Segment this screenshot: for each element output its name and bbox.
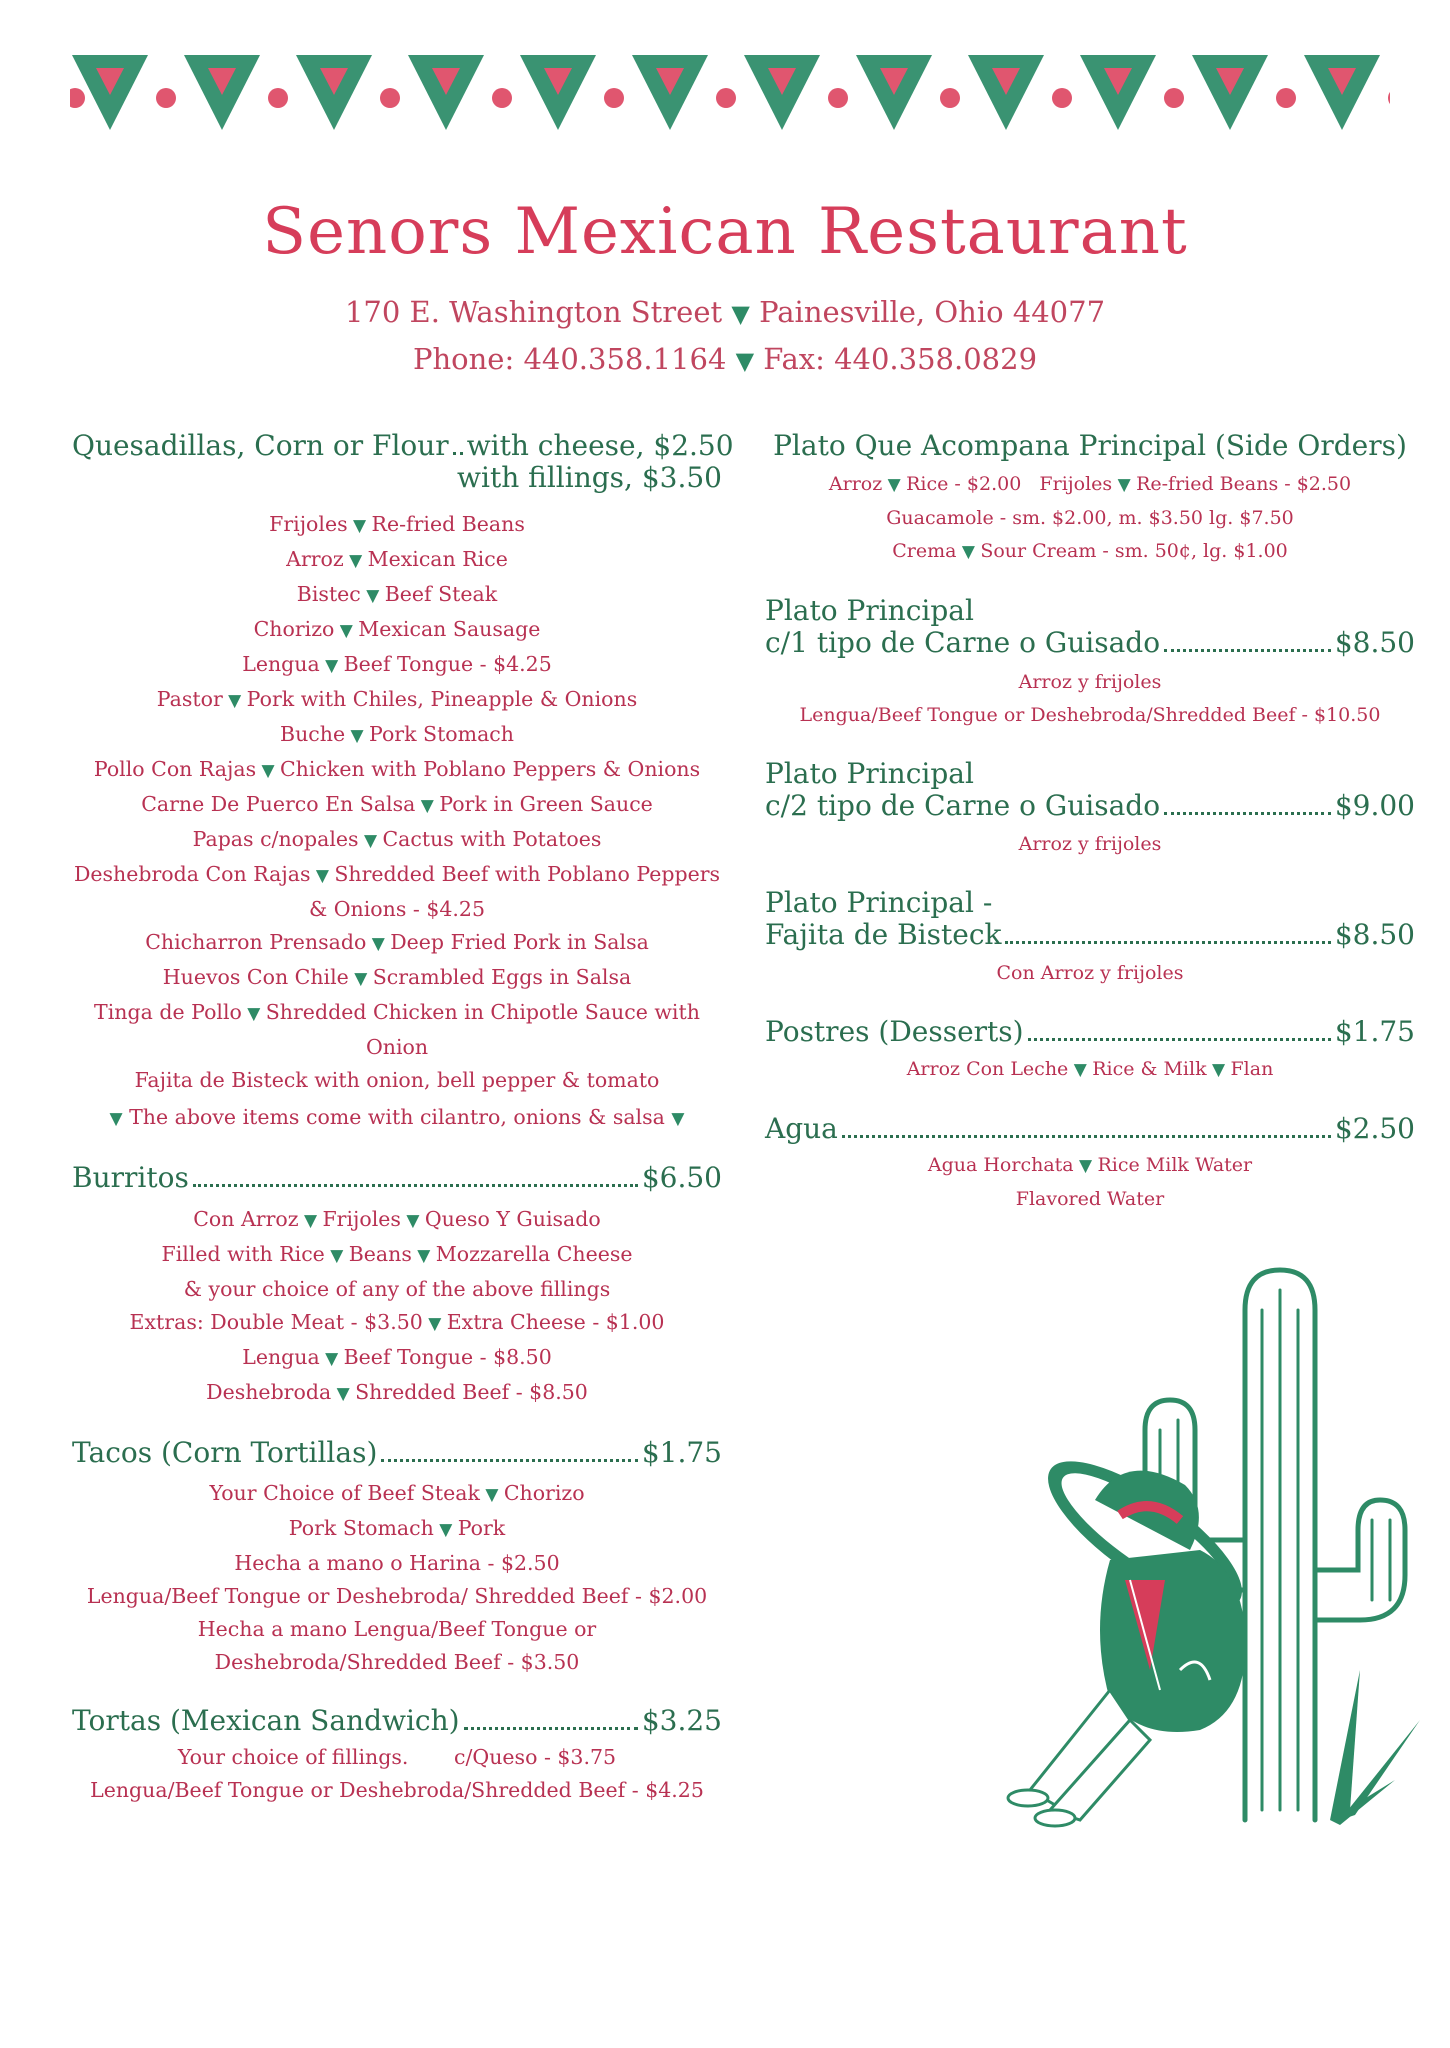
list-item [765,1149,1415,1183]
item-text: Pastor [156,687,223,712]
section-title: Plato Que Acompana Principal (Side Orders) [773,429,1407,462]
note-text: The above items come with cilantro, onions & salsa [129,1105,665,1130]
list-item [72,543,722,578]
triangle-down-icon: ▼ [310,866,335,887]
triangle-down-icon: ▼ [360,586,385,607]
item-text: Tinga de Pollo [94,1000,242,1025]
list-item [72,578,722,613]
list-item [72,718,722,753]
item-text: Beef Tongue - $8.50 [343,1344,552,1369]
right-column [765,430,1415,1242]
street-address: 170 E. Washington Street [344,295,723,329]
item-text: Chicken with Poblano Peppers & Onions [280,757,701,782]
item-text: Agua Horchata [927,1153,1074,1176]
list-item: Fajita de Bisteck with onion, bell pepper & tomato [134,1068,660,1093]
triangle-down-icon: ▼ [324,1245,349,1266]
dot-leader [1005,941,1330,944]
plato1-title [765,595,1415,627]
section-subtitle: Fajita de Bisteck [765,918,1002,952]
dot-leader [464,1727,638,1730]
quesadillas-section [72,429,734,1136]
item-text: Con Arroz [193,1206,299,1231]
list-item [72,613,722,648]
dot-leader [842,1135,1331,1138]
item-text: Arroz [828,473,883,496]
list-item [72,753,722,788]
triangle-down-icon: ▼ [882,475,907,496]
list-item: Hecha a mano Lengua/Beef Tongue or [197,1616,597,1641]
section-title: Plato Principal - [765,885,993,919]
dot-leader [381,1459,637,1462]
tortas-heading [72,1705,722,1737]
list-item: Lengua/Beef Tongue or Deshebroda/Shredded Beef - $10.50 [799,703,1381,726]
list-item [72,1306,722,1341]
item-text: Frijoles [322,1206,401,1231]
border-dot [716,88,736,108]
item-text: Carne De Puerco En Salsa [141,792,416,817]
item-text: Lengua [242,652,320,677]
triangle-down-icon: ▼ [358,831,383,852]
list-item [72,996,722,1064]
triangle-down-icon: ▼ [109,1109,123,1130]
price: $3.25 [641,1703,722,1737]
list-item [72,961,722,996]
item-text: Frijoles [1039,473,1113,496]
list-item [765,535,1415,569]
plato2-subheading [765,790,1415,822]
list-item [72,1512,722,1547]
triangle-down-icon: ▼ [222,691,247,712]
agua-heading [765,1113,1415,1145]
item-text: Deep Fried Pork in Salsa [390,930,649,955]
item-text: Rice Milk Water [1097,1153,1253,1176]
dot-leader [1164,812,1331,815]
list-item [72,926,722,961]
fillings-list [72,508,722,893]
item-text: Frijoles [269,512,348,537]
section-subtitle: c/1 tipo de Carne o Guisado [765,626,1161,660]
list-item [72,823,722,858]
list-item [72,1477,722,1512]
list-item [765,1053,1415,1087]
price: $9.00 [1334,788,1415,822]
triangle-down-icon: ▼ [331,1383,356,1404]
dot-leader [453,452,463,455]
list-item [72,858,722,893]
plato1-subheading [765,627,1415,659]
fillings-list-2 [72,926,722,1064]
section-title: Agua [765,1111,838,1145]
border-dot [380,88,400,108]
price: $6.50 [641,1161,722,1195]
section-title: Tacos (Corn Tortillas) [72,1435,378,1469]
triangle-down-icon: ▼ [1068,1059,1093,1080]
border-dot [70,88,85,108]
section-title: Plato Principal [765,756,974,790]
list-item: & Onions - $4.25 [308,897,486,922]
items-note [72,1101,722,1136]
fax-number: Fax: 440.358.0829 [763,342,1038,376]
border-dot [1052,88,1072,108]
item-text: Chorizo [503,1480,585,1505]
list-item: Lengua/Beef Tongue or Deshebroda/Shredded Beef - $4.25 [90,1777,704,1802]
list-item: Deshebroda/Shredded Beef - $3.50 [214,1649,580,1674]
section-title: Quesadillas, Corn or Flour [72,429,449,462]
left-column [72,429,734,1833]
price: $1.75 [641,1435,722,1469]
list-item [72,683,722,718]
price: $8.50 [1334,626,1415,660]
plato3-subheading [765,919,1415,951]
item-text: Crema [892,540,957,563]
quesadillas-heading [72,429,734,462]
triangle-down-icon: ▼ [400,1210,425,1231]
item-text: Rice & Milk [1092,1057,1207,1080]
city-state-zip: Painesville, Ohio 44077 [759,295,1106,329]
list-item: & your choice of any of the above fillings [183,1276,611,1301]
item-text: Flan [1230,1057,1274,1080]
list-item [72,648,722,683]
contact-line [0,342,1450,376]
list-item: Con Arroz y frijoles [996,962,1184,985]
list-item: Lengua/Beef Tongue or Deshebroda/ Shredded Beef - $2.00 [86,1583,708,1608]
list-item [72,1376,722,1411]
item-text: Shredded Beef with Poblano Peppers [334,862,721,887]
triangle-down-icon: ▼ [345,726,369,747]
cactus-sombrero-illustration [1000,1250,1430,1830]
list-item [72,1741,722,1774]
item-text: Shredded Chicken in Chipotle Sauce with Onion [265,1000,700,1060]
item-text: Pork Stomach [368,722,514,747]
list-item: Guacamole - sm. $2.00, m. $3.50 lg. $7.50 [886,507,1294,530]
plato3-section [765,887,1415,990]
plato2-section [765,758,1415,861]
item-text: Pork [457,1515,506,1540]
item-text: Mexican Rice [367,547,508,572]
item-text: Huevos Con Chile [162,965,349,990]
list-item: Flavored Water [1015,1187,1165,1210]
dot-leader [1164,649,1331,652]
plato2-title [765,758,1415,790]
item-text: Arroz Con Leche [906,1057,1069,1080]
plato1-section [765,595,1415,731]
list-item [72,1203,722,1238]
section-subtitle: c/2 tipo de Carne o Guisado [765,788,1161,822]
item-text: Bistec [296,582,361,607]
item-text: Pork in Green Sauce [439,792,653,817]
dot-leader [1028,1038,1331,1041]
side-frijoles [1039,473,1351,495]
item-text: Lengua [242,1344,320,1369]
tortas-queso: c/Queso - $3.75 [454,1744,617,1769]
item-text: Shredded Beef - $8.50 [355,1379,588,1404]
item-text: Chicharron Prensado [145,930,367,955]
item-text: Your Choice of Beef Steak [209,1480,480,1505]
sides-heading [765,430,1415,462]
item-text: Pork Stomach [288,1515,434,1540]
item-text: Papas c/nopales [192,827,359,852]
border-dot [1164,88,1184,108]
decorative-border [70,50,1390,170]
item-text: Extras: Double Meat - $3.50 [129,1309,423,1334]
list-item [72,1238,722,1273]
address-line [0,295,1450,329]
item-text: Pollo Con Rajas [93,757,257,782]
item-text: Arroz [286,547,344,572]
tacos-section [72,1437,722,1679]
item-text: Beef Steak [384,582,498,607]
item-text: Re-fried Beans [371,512,525,537]
triangle-down-icon: ▼ [671,1109,685,1130]
triangle-down-icon: ▼ [347,516,372,537]
triangle-down-icon: ▼ [241,1004,266,1025]
item-text: Beans [348,1241,412,1266]
triangle-down-icon: ▼ [731,300,750,328]
triangle-down-icon: ▼ [366,934,391,955]
border-dot [1388,88,1390,108]
triangle-down-icon: ▼ [334,621,359,642]
section-title: Plato Principal [765,594,974,628]
triangle-down-icon: ▼ [319,656,344,677]
quesadillas-heading-2 [72,462,722,494]
price: $3.50 [641,461,722,495]
agua-section [765,1113,1415,1216]
border-dot [828,88,848,108]
border-dot [940,88,960,108]
section-title: Burritos [72,1161,189,1195]
plato3-title [765,887,1415,919]
tacos-heading [72,1437,722,1469]
item-text: Extra Cheese - $1.00 [446,1309,665,1334]
section-title: Postres (Desserts) [765,1015,1024,1049]
burritos-section [72,1162,722,1410]
section-title: Tortas (Mexican Sandwich) [72,1703,460,1737]
item-text: Buche [280,722,346,747]
postres-section [765,1016,1415,1086]
border-dot [492,88,512,108]
item-text: Beef Tongue - $4.25 [343,652,552,677]
item-text: Pork with Chiles, Pineapple & Onions [246,687,638,712]
list-item: Hecha a mano o Harina - $2.50 [234,1550,560,1575]
item-text: Scrambled Eggs in Salsa [372,965,632,990]
triangle-down-icon: ▼ [1073,1155,1098,1176]
triangle-down-icon: ▼ [411,1245,436,1266]
border-dot [268,88,288,108]
phone-number: Phone: 440.358.1164 [412,342,727,376]
triangle-down-icon: ▼ [422,1313,447,1334]
triangle-down-icon: ▼ [298,1210,323,1231]
list-item: Arroz y frijoles [1018,832,1162,855]
item-text: Mexican Sausage [358,617,541,642]
item-text: Filled with Rice [161,1241,325,1266]
border-dot [604,88,624,108]
postres-heading [765,1016,1415,1048]
list-item [765,468,1415,502]
list-item [72,788,722,823]
item-text: Chorizo [253,617,335,642]
list-item: Arroz y frijoles [1018,670,1162,693]
item-text: Deshebroda [206,1379,332,1404]
item-text: Cactus with Potatoes [382,827,602,852]
item-text: Deshebroda Con Rajas [73,862,311,887]
triangle-down-icon: ▼ [415,796,440,817]
tortas-fillings: Your choice of fillings. [177,1744,409,1769]
triangle-down-icon: ▼ [348,969,373,990]
item-text: Re-fried Beans - $2.50 [1136,473,1352,496]
triangle-down-icon: ▼ [735,347,755,375]
triangle-down-icon: ▼ [256,761,280,782]
price: $8.50 [1334,918,1415,952]
price: $2.50 [653,429,734,462]
dot-leader [193,1184,638,1187]
sides-section [765,430,1415,569]
border-dot [1276,88,1296,108]
item-text: Mozzarella Cheese [435,1241,633,1266]
triangle-down-icon: ▼ [1112,475,1137,496]
list-item [72,508,722,543]
triangle-down-icon: ▼ [343,551,368,572]
tortas-section [72,1705,722,1807]
border-dot [156,88,176,108]
restaurant-name: Senors Mexican Restaurant [262,195,1188,269]
price: $2.50 [1334,1111,1415,1145]
burritos-heading [72,1162,722,1194]
list-item [72,1341,722,1376]
item-text: Queso Y Guisado [424,1206,601,1231]
triangle-down-icon: ▼ [319,1348,344,1369]
item-text: Sour Cream - sm. 50¢, lg. $1.00 [980,540,1288,563]
price-label: with fillings, [457,461,633,495]
price-label: with cheese, [466,429,645,462]
triangle-down-icon: ▼ [956,542,981,563]
price: $1.75 [1334,1015,1415,1049]
item-text: Rice - $2.00 [906,473,1022,496]
triangle-down-icon: ▼ [433,1519,458,1540]
triangle-down-icon: ▼ [1206,1059,1231,1080]
triangle-down-icon: ▼ [479,1484,504,1505]
